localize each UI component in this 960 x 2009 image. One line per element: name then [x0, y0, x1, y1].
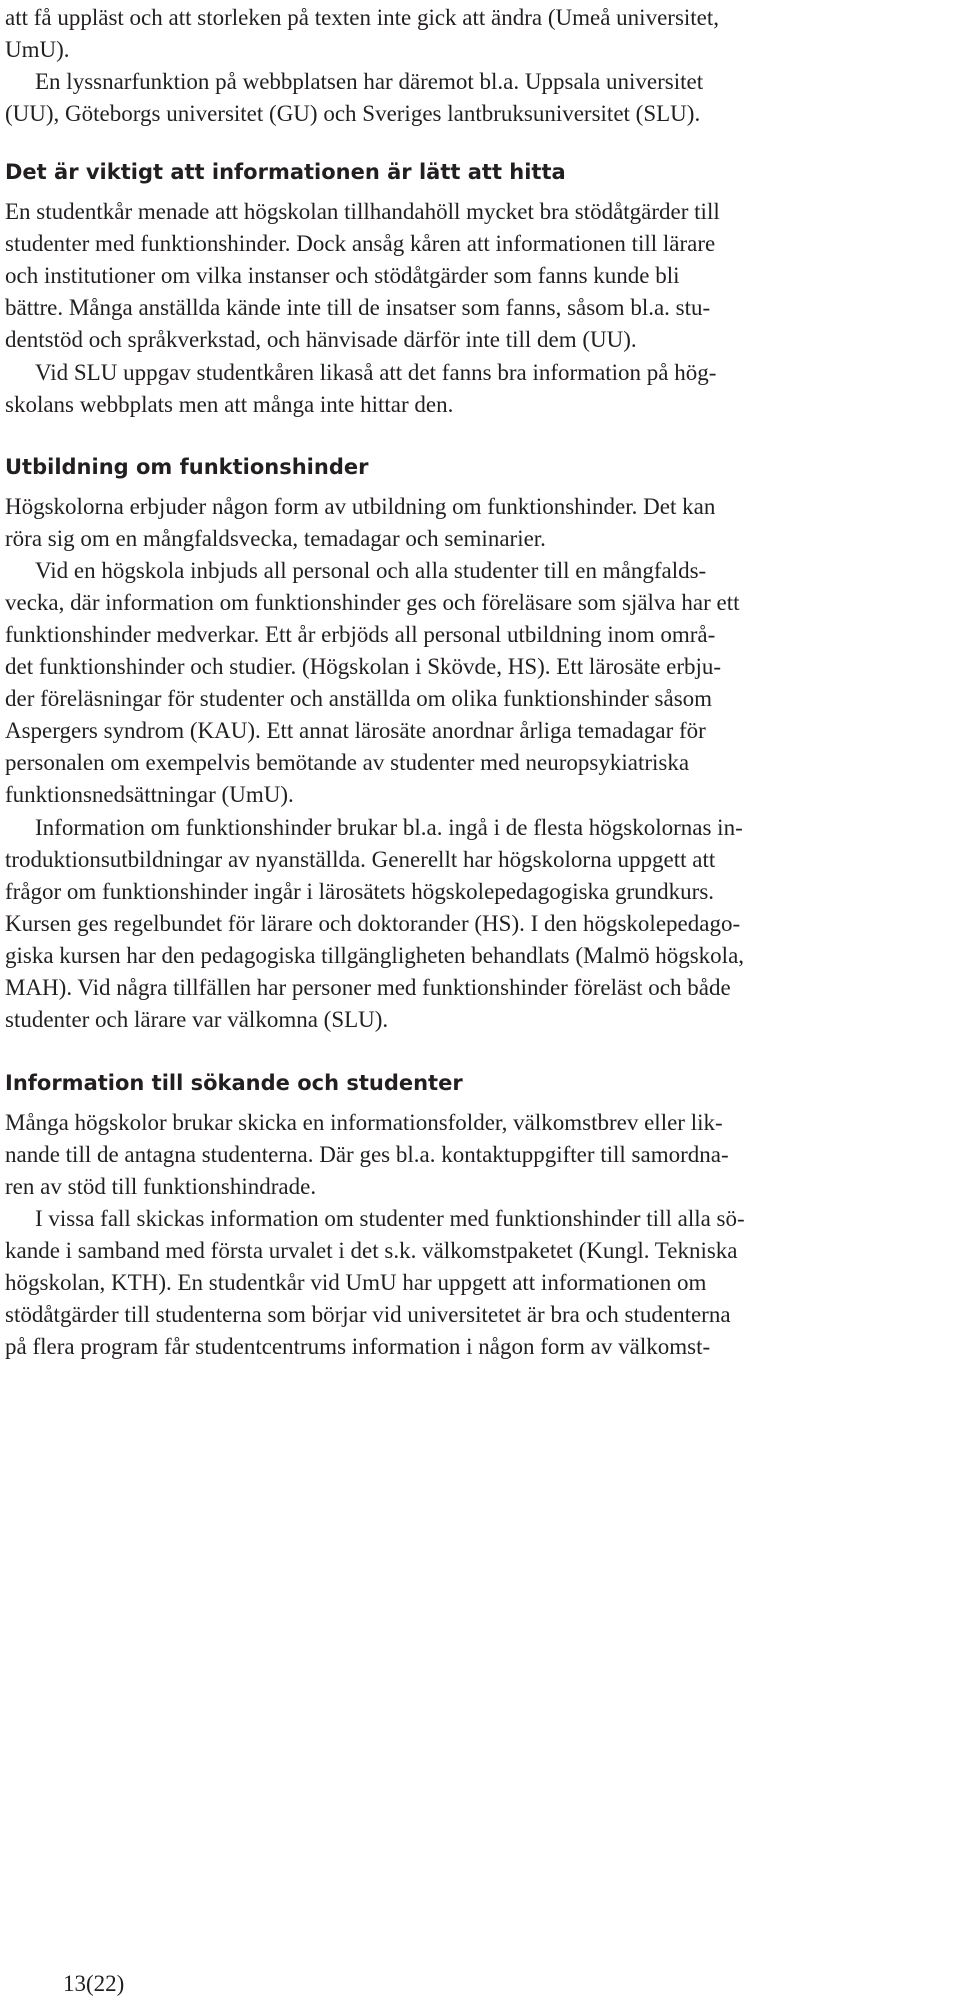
body-line: giska kursen har den pedagogiska tillgängligheten behandlats (Malmö högskola, — [5, 943, 745, 968]
body-line: ren av stöd till funktionshindrade. — [5, 1174, 317, 1199]
body-line: Vid en högskola inbjuds all personal och alla studenter till en mångfalds- — [35, 558, 707, 583]
body-line: dentstöd och språkverkstad, och hänvisade därför inte till dem (UU). — [5, 327, 637, 352]
body-line: Många högskolor brukar skicka en informationsfolder, välkomstbrev eller lik- — [5, 1110, 723, 1135]
body-line: frågor om funktionshinder ingår i lärosätets högskolepedagogiska grundkurs. — [5, 879, 715, 904]
body-line: Vid SLU uppgav studentkåren likaså att det fanns bra information på hög- — [35, 360, 717, 385]
body-line: Aspergers syndrom (KAU). Ett annat lärosäte anordnar årliga temadagar för — [5, 718, 706, 743]
body-line: (UU), Göteborgs universitet (GU) och Sveriges lantbruksuniversitet (SLU). — [5, 101, 701, 126]
body-line: stödåtgärder till studenterna som börjar vid universitetet är bra och studenterna — [5, 1302, 731, 1327]
body-line: och institutioner om vilka instanser och stödåtgärder som fanns kunde bli — [5, 263, 680, 288]
body-line: funktionsnedsättningar (UmU). — [5, 782, 294, 807]
body-line: En lyssnarfunktion på webbplatsen har däremot bl.a. Uppsala universitet — [35, 69, 704, 94]
body-line: kande i samband med första urvalet i det s.k. välkomstpaketet (Kungl. Tekniska — [5, 1238, 738, 1263]
body-line: personalen om exempelvis bemötande av studenter med neuropsykiatriska — [5, 750, 690, 775]
body-line: En studentkår menade att högskolan tillhandahöll mycket bra stödåtgärder till — [5, 199, 720, 224]
body-line: högskolan, KTH). En studentkår vid UmU har uppgett att informationen om — [5, 1270, 707, 1295]
section-heading: Det är viktigt att informationen är lätt att hitta — [5, 160, 566, 184]
body-line: Högskolorna erbjuder någon form av utbildning om funktionshinder. Det kan — [5, 494, 716, 519]
body-line: att få uppläst och att storleken på texten inte gick att ändra (Umeå universitet, — [5, 5, 720, 30]
body-line: det funktionshinder och studier. (Högskolan i Skövde, HS). Ett lärosäte erbju- — [5, 654, 722, 679]
body-line: bättre. Många anställda kände inte till de insatser som fanns, såsom bl.a. stu- — [5, 295, 711, 320]
body-line: på flera program får studentcentrums information i någon form av välkomst- — [5, 1334, 711, 1359]
section-heading: Information till sökande och studenter — [5, 1071, 463, 1095]
body-line: studenter och lärare var välkomna (SLU). — [5, 1007, 389, 1032]
body-line: troduktionsutbildningar av nyanställda. Generellt har högskolorna uppgett att — [5, 847, 716, 872]
body-line: UmU). — [5, 37, 70, 62]
body-line: studenter med funktionshinder. Dock ansåg kåren att informationen till lärare — [5, 231, 716, 256]
body-line: nande till de antagna studenterna. Där ges bl.a. kontaktuppgifter till samordna- — [5, 1142, 729, 1167]
body-line: skolans webbplats men att många inte hittar den. — [5, 392, 454, 417]
body-line: funktionshinder medverkar. Ett år erbjöds all personal utbildning inom områ- — [5, 622, 716, 647]
body-line: röra sig om en mångfaldsvecka, temadagar och seminarier. — [5, 526, 546, 551]
section-heading: Utbildning om funktionshinder — [5, 455, 369, 479]
body-line: Kursen ges regelbundet för lärare och doktorander (HS). I den högskolepedago- — [5, 911, 741, 936]
body-line: I vissa fall skickas information om studenter med funktionshinder till alla sö- — [35, 1206, 745, 1231]
body-line: MAH). Vid några tillfällen har personer med funktionshinder föreläst och både — [5, 975, 731, 1000]
body-line: vecka, där information om funktionshinder ges och föreläsare som själva har ett — [5, 590, 740, 615]
body-line: Information om funktionshinder brukar bl.a. ingå i de flesta högskolornas in- — [35, 815, 743, 840]
body-line: der föreläsningar för studenter och anställda om olika funktionshinder såsom — [5, 686, 713, 711]
page-number: 13(22) — [63, 1971, 125, 1996]
